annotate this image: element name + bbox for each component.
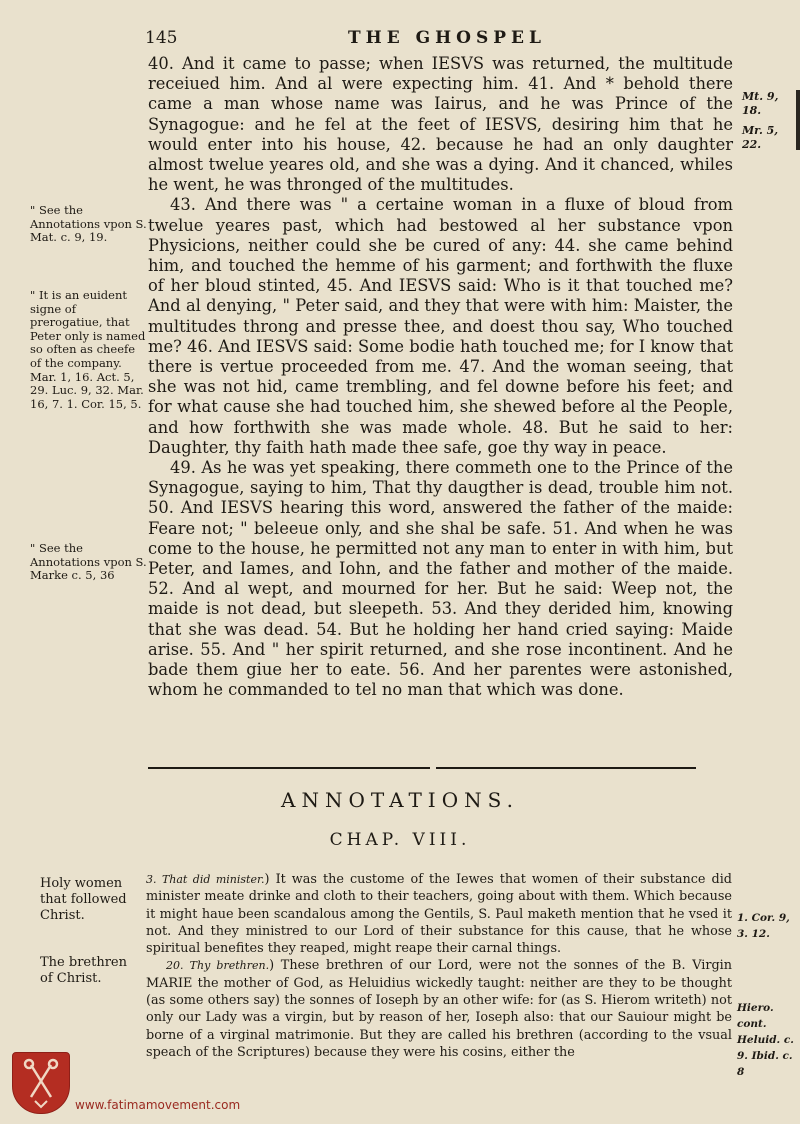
scripture-paragraph: 40. And it came to passe; when IESVS was returned, the multitude receiued him. And al were expecting him. 41. And * behold there came a man whose name was Iairus, and he was Prince of the Synagogue: and he fel at the feet of IESVS, desiring him that he would enter into his house, 42. because he had an only daughter almost twelue yeares old, and she was a dying. And it chanced, whiles he went, he was thronged of the multitudes.: [148, 54, 733, 195]
page-number: 145: [145, 28, 178, 48]
scripture-paragraph: 49. As he was yet speaking, there commeth one to the Prince of the Synagogue, saying to him, That thy daugther is dead, trouble him not. 50. And IESVS hearing this word, answered the father of the maide: Feare not; " beleeue only, and she shal be safe. 51. And when he was come to the house, he permitted not any man to enter in with him, but Peter, and Iames, and Iohn, and the father and mother of the maide. 52. And al wept, and mourned for her. But he said: Weep not, the maide is not dead, but sleepeth. 53. And they derided him, knowing that she was dead. 54. But he holding her hand cried saying: Maide arise. 55. And " her spirit returned, and she rose incontinent. And he bade them giue her to eate. 56. And her parentes were astonished, whom he commanded to tel no man that which was done.: [148, 458, 733, 700]
scripture-text: [148, 54, 733, 701]
running-title: THE GHOSPEL: [348, 28, 546, 48]
section-divider: [148, 767, 430, 769]
margin-note-left: " It is an euident signe of prerogatiue, that Peter only is named so often as cheefe of the company. Mar. 1, 16. Act. 5, 29. Luc. 9, 32. Mar. 16, 7. 1. Cor. 15, 5.: [30, 288, 146, 411]
annotation-ref: 3. That did minister.: [146, 873, 265, 886]
annotation-body: ) It was the custome of the Iewes that women of their substance did minister meate drinke and cloth to their teachers, going about with them. Which because it might haue been scandalous among the Gentils, S. Paul maketh mention that he vsed it not. And they ministred to our Lord of their substance for this cause, that he whose spiritual benefites they reaped, might reape their carnal things.: [146, 872, 732, 957]
annotations-chapter: CHAP. VIII.: [329, 830, 471, 850]
annotation-note: [146, 957, 732, 1061]
annotation-side-heading: Holy women that followed Christ.: [40, 876, 127, 923]
annotation-ref: 20. Thy brethren.: [166, 959, 270, 973]
annotation-side-ref: 1. Cor. 9, 3. 12.: [737, 912, 790, 940]
margin-note-right: Mr. 5, 22.: [742, 124, 779, 151]
annotation-note: [146, 871, 732, 957]
page-header: [0, 28, 800, 50]
papal-emblem-icon: [12, 1052, 70, 1114]
margin-note-right: Mt. 9, 18.: [742, 90, 779, 117]
annotations-title: ANNOTATIONS.: [281, 788, 519, 812]
watermark-link[interactable]: www.fatimamovement.com: [75, 1098, 241, 1112]
section-divider: [436, 767, 696, 769]
annotation-body: ) These brethren of our Lord, were not the sonnes of the B. Virgin MARIE the mother of God, as Heluidius wickedly taught: neither are they to be thought (as some others say) the sonnes of Ioseph by an other wife: for (as S. Hierom writeth) not only our Lady was a virgin, but by reason of her, Ioseph also: that our Sauiour might be borne of a virginal matrimonie. But they are called his brethren (according to the vsual speach of the Scriptures) because they were his cosins, either the: [146, 958, 732, 1060]
annotation-side-heading: The brethren of Christ.: [40, 955, 127, 986]
margin-note-left: " See the Annotations vpon S. Marke c. 5, 36: [30, 541, 147, 583]
annotation-side-ref: Hiero. cont. Heluid. c. 9. Ibid. c. 8: [737, 1002, 794, 1078]
scripture-paragraph: 43. And there was " a certaine woman in a fluxe of bloud from twelue yeares past, which had bestowed al her substance vpon Physicions, neither could she be cured of any: 44. she came behind him, and touched the hemme of his garment; and forthwith the fluxe of her bloud stinted, 45. And IESVS said: Who is it that touched me? And al denying, " Peter said, and they that were with him: Maister, the multitudes throng and presse thee, and doest thou say, Who touched me? 46. And IESVS said: Some bodie hath touched me; for I know that there is vertue proceeded from me. 47. And the woman seeing, that she was not hid, came trembling, and fel downe before his feet; and for what cause she had touched him, she shewed before al the People, and how forthwith she was made whole. 48. But he said to her: Daughter, thy faith hath made thee safe, goe thy way in peace.: [148, 195, 733, 457]
margin-note-left: " See the Annotations vpon S. Mat. c. 9, 19.: [30, 203, 147, 245]
annotations-text: [146, 871, 732, 1061]
